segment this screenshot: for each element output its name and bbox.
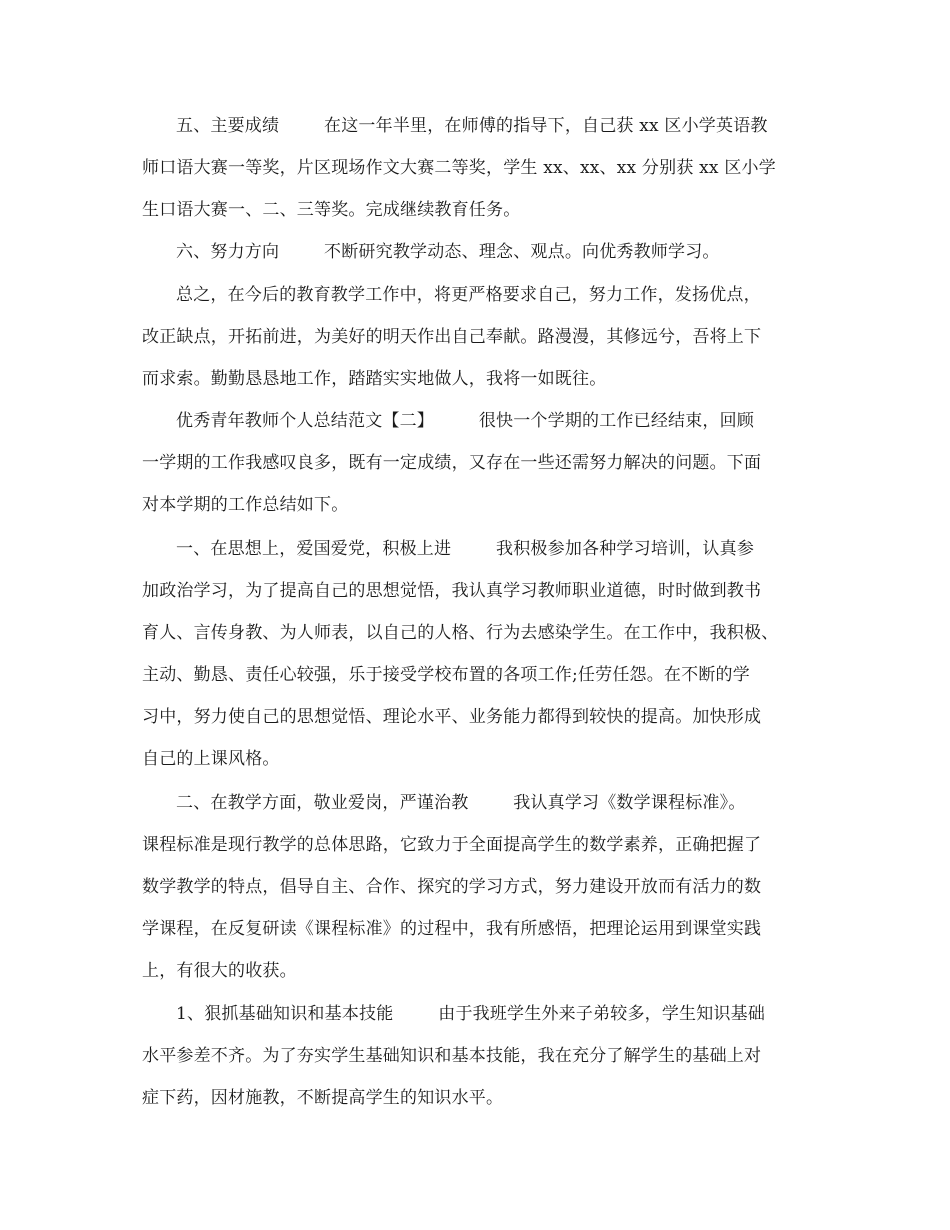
paragraph-line: 生口语大赛一、二、三等奖。完成继续教育任务。 (142, 200, 521, 220)
paragraph-line: 自己的上课风格。 (142, 749, 280, 769)
paragraph-line: 主动、勤恳、责任心较强，乐于接受学校布置的各项工作;任劳任怨。在不断的学 (142, 665, 750, 685)
paragraph-line: 上，有很大的收获。 (142, 961, 297, 981)
paragraph-line: 而求索。勤勤恳恳地工作，踏踏实实地做人，我将一如既往。 (142, 369, 607, 389)
paragraph-line: 师口语大赛一等奖，片区现场作文大赛二等奖，学生 xx、xx、xx 分别获 xx 区小学 (142, 158, 776, 178)
paragraph-line: 一学期的工作我感叹良多，既有一定成绩，又存在一些还需努力解决的问题。下面 (142, 453, 762, 473)
paragraph-line: 学课程，在反复研读《课程标准》的过程中，我有所感悟，把理论运用到课堂实践 (142, 919, 762, 939)
paragraph-line: 症下药，因材施教，不断提高学生的知识水平。 (142, 1088, 504, 1108)
paragraph-line: 1、狠抓基础知识和基本技能 由于我班学生外来子弟较多，学生知识基础 (176, 1004, 766, 1024)
paragraph-line: 加政治学习，为了提高自己的思想觉悟，我认真学习教师职业道德，时时做到教书 (142, 581, 762, 601)
paragraph-line: 总之，在今后的教育教学工作中，将更严格要求自己，努力工作，发扬优点， (176, 285, 761, 305)
paragraph-line: 改正缺点，开拓前进，为美好的明天作出自己奉献。路漫漫，其修远兮，吾将上下 (142, 327, 762, 347)
paragraph-line: 六、努力方向 不断研究教学动态、理念、观点。向优秀教师学习。 (176, 242, 720, 262)
paragraph-line: 数学教学的特点，倡导自主、合作、探究的学习方式，努力建设开放而有活力的数 (142, 877, 762, 897)
paragraph-line: 对本学期的工作总结如下。 (142, 495, 349, 515)
paragraph-line: 二、在教学方面，敬业爱岗，严谨治教 我认真学习《数学课程标准》。 (176, 793, 746, 813)
paragraph-line: 一、在思想上，爱国爱党，积极上进 我积极参加各种学习培训，认真参 (176, 539, 755, 559)
paragraph-line: 五、主要成绩 在这一年半里，在师傅的指导下，自己获 xx 区小学英语教 (176, 116, 768, 136)
paragraph-line: 育人、言传身教、为人师表，以自己的人格、行为去感染学生。在工作中，我积极、 (142, 623, 779, 643)
paragraph-line: 水平参差不齐。为了夯实学生基础知识和基本技能，我在充分了解学生的基础上对 (142, 1046, 762, 1066)
paragraph-line: 课程标准是现行教学的总体思路，它致力于全面提高学生的数学素养，正确把握了 (142, 835, 762, 855)
paragraph-line: 习中，努力使自己的思想觉悟、理论水平、业务能力都得到较快的提高。加快形成 (142, 707, 762, 727)
paragraph-line: 优秀青年教师个人总结范文【二】 很快一个学期的工作已经结束，回顾 (176, 411, 755, 431)
